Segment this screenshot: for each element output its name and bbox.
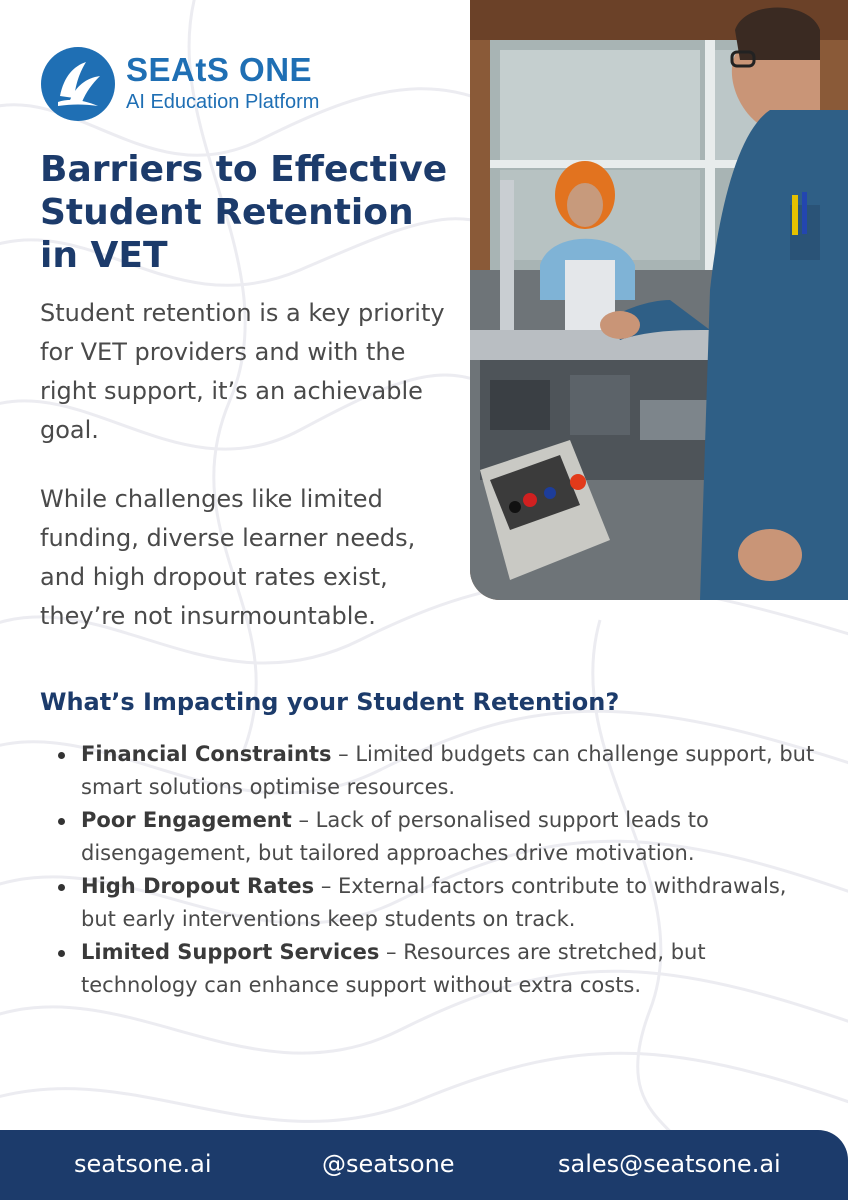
- barrier-term: Poor Engagement: [81, 808, 292, 832]
- barrier-term: Financial Constraints: [81, 742, 332, 766]
- barrier-description: – Limited budgets can challenge support, but smart solutions optimise resources.: [81, 742, 815, 799]
- barrier-description: – Resources are stretched, but technology can enhance support without extra costs.: [81, 940, 706, 997]
- brand-tagline: AI Education Platform: [126, 91, 320, 113]
- leaf-mark-icon: [40, 46, 116, 122]
- bullet-dot-icon: [58, 752, 65, 759]
- footer-email-link[interactable]: sales@seatsone.ai: [558, 1150, 781, 1178]
- barrier-term: Limited Support Services: [81, 940, 380, 964]
- intro-paragraph-1: Student retention is a key priority for VET providers and with the right support, it’s an achievable goal.: [40, 299, 445, 444]
- footer-social-handle[interactable]: @seatsone: [322, 1150, 455, 1178]
- workshop-photo: [470, 0, 848, 600]
- page-title: Barriers to Effective Student Retention in VET: [40, 149, 448, 276]
- bullet-dot-icon: [58, 950, 65, 957]
- list-item: [40, 804, 820, 870]
- footer-website-link[interactable]: seatsone.ai: [74, 1150, 212, 1178]
- brand-logo: [40, 46, 319, 122]
- barrier-description: – External factors contribute to withdrawals, but early interventions keep students on track.: [81, 874, 787, 931]
- intro-paragraph-2: While challenges like limited funding, diverse learner needs, and high dropout rates exist, they’re not insurmountable.: [40, 485, 416, 630]
- barrier-list: [40, 738, 820, 1002]
- list-item: [40, 738, 820, 804]
- section-heading: What’s Impacting your Student Retention?: [40, 688, 620, 716]
- bullet-dot-icon: [58, 884, 65, 891]
- bullet-dot-icon: [58, 818, 65, 825]
- brand-name: SEAtS ONE: [126, 51, 313, 88]
- barrier-description: – Lack of personalised support leads to disengagement, but tailored approaches drive motivation.: [81, 808, 709, 865]
- list-item: [40, 936, 820, 1002]
- barrier-term: High Dropout Rates: [81, 874, 315, 898]
- footer-bar: [0, 1130, 848, 1200]
- list-item: [40, 870, 820, 936]
